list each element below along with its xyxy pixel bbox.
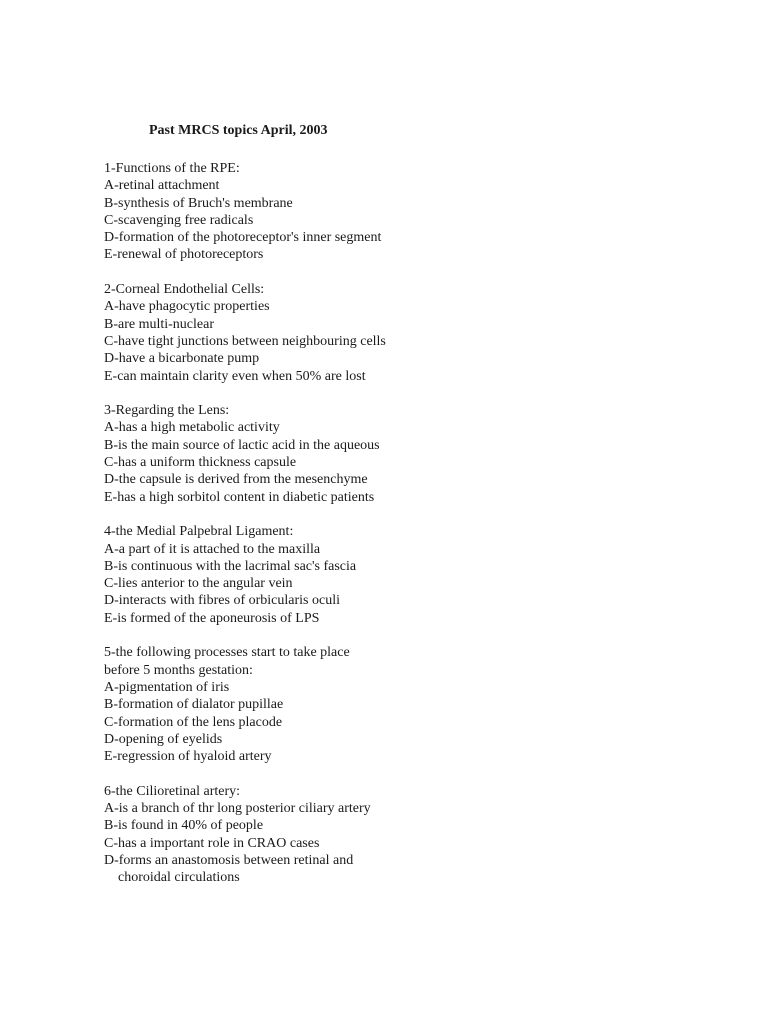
question-stem: 4-the Medial Palpebral Ligament: (104, 524, 294, 540)
question-block (104, 523, 744, 627)
question-stem: 6-the Cilioretinal artery: (104, 783, 241, 799)
question-stem: 2-Corneal Endothelial Cells: (104, 282, 265, 298)
question-stem: before 5 months gestation: (104, 662, 253, 678)
answer-option: D-opening of eyelids (104, 731, 223, 747)
answer-option: A-is a branch of thr long posterior ciliary artery (104, 800, 371, 816)
answer-option: B-are multi-nuclear (104, 316, 215, 332)
answer-option: A-retinal attachment (104, 178, 220, 194)
answer-option: E-can maintain clarity even when 50% are lost (104, 368, 366, 384)
answer-option: D-interacts with fibres of orbicularis oculi (104, 593, 340, 609)
question-stem: 1-Functions of the RPE: (104, 161, 240, 176)
question-block (104, 160, 744, 264)
answer-option: C-has a uniform thickness capsule (104, 455, 297, 471)
answer-option: A-a part of it is attached to the maxilla (104, 541, 321, 557)
answer-option: D-formation of the photoreceptor's inner segment (104, 230, 382, 246)
answer-option: A-has a high metabolic activity (104, 420, 280, 436)
answer-option: C-lies anterior to the angular vein (104, 576, 293, 592)
question-list (104, 160, 744, 904)
question-stem: 3-Regarding the Lens: (104, 403, 230, 419)
answer-option: D-the capsule is derived from the mesenchyme (104, 472, 368, 488)
answer-option: A-pigmentation of iris (104, 679, 230, 695)
answer-option: C-formation of the lens placode (104, 714, 283, 730)
answer-option: C-has a important role in CRAO cases (104, 835, 320, 851)
answer-option: C-scavenging free radicals (104, 212, 254, 228)
answer-option: C-have tight junctions between neighbouring cells (104, 333, 386, 349)
question-stem: 5-the following processes start to take place (104, 645, 350, 661)
answer-option: B-is the main source of lactic acid in the aqueous (104, 437, 380, 453)
answer-option: E-renewal of photoreceptors (104, 247, 264, 263)
question-block (104, 402, 744, 506)
question-block (104, 783, 744, 887)
answer-option-continuation: choroidal circulations (118, 870, 240, 886)
answer-option: B-synthesis of Bruch's membrane (104, 195, 293, 211)
answer-option: E-is formed of the aponeurosis of LPS (104, 610, 320, 626)
question-block (104, 644, 744, 765)
answer-option: E-regression of hyaloid artery (104, 749, 272, 765)
answer-option: B-is continuous with the lacrimal sac's fascia (104, 558, 357, 574)
answer-option: D-have a bicarbonate pump (104, 351, 260, 367)
answer-option: A-have phagocytic properties (104, 299, 270, 315)
question-block (104, 281, 744, 385)
answer-option: E-has a high sorbitol content in diabetic patients (104, 489, 375, 505)
answer-option: B-formation of dialator pupillae (104, 697, 284, 713)
document-title: Past MRCS topics April, 2003 (149, 123, 328, 138)
answer-option: B-is found in 40% of people (104, 818, 264, 834)
answer-option: D-forms an anastomosis between retinal and (104, 852, 354, 868)
